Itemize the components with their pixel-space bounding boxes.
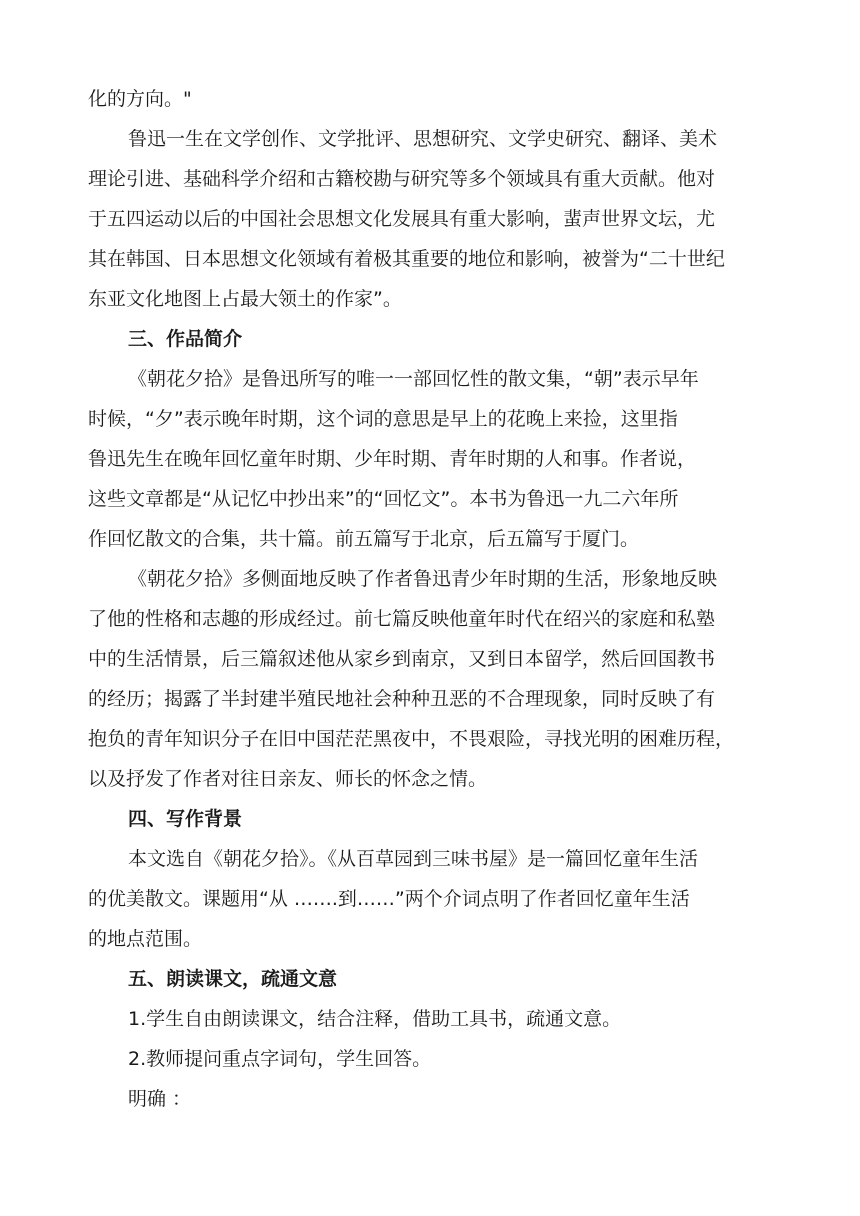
paragraph-2-line-1: 《朝花夕拾》是鲁迅所写的唯一一部回忆性的散文集，“朝”表示早年 [128, 368, 699, 390]
section-heading-writing-background: 四、写作背景 [128, 808, 243, 830]
section-heading-works-intro: 三、作品简介 [128, 328, 243, 350]
paragraph-2-line-4: 这些文章都是“从记忆中抄出来”的“回忆文”。本书为鲁迅一九二六年所 [88, 488, 679, 510]
paragraph-3-line-2: 了他的性格和志趣的形成经过。前七篇反映他童年时代在绍兴的家庭和私塾 [88, 608, 716, 630]
paragraph-4-line-1: 本文选自《朝花夕拾》。《从百草园到三味书屋》是一篇回忆童年生活 [128, 848, 699, 870]
paragraph-4-line-2: 的优美散文。课题用“从 …….到……”两个介词点明了作者回忆童年生活 [88, 888, 690, 910]
text-line-1: 化的方向。" [88, 88, 192, 110]
paragraph-1-line-3: 于五四运动以后的中国社会思想文化发展具有重大影响，蜚声世界文坛，尤 [88, 208, 716, 230]
paragraph-3-line-4: 的经历；揭露了半封建半殖民地社会种种丑恶的不合理现象，同时反映了有 [88, 688, 716, 710]
paragraph-2-line-5: 作回忆散文的合集，共十篇。前五篇写于北京，后五篇写于厦门。 [88, 528, 640, 550]
paragraph-3-line-3: 中的生活情景，后三篇叙述他从家乡到南京，又到日本留学，然后回国教书 [88, 648, 716, 670]
list-item-1: 1.学生自由朗读课文，结合注释，借助工具书，疏通文意。 [128, 1008, 622, 1030]
list-item-2: 2.教师提问重点字词句，学生回答。 [128, 1048, 432, 1070]
paragraph-1-line-5: 东亚文化地图上占最大领土的作家”。 [88, 288, 402, 310]
paragraph-3-line-5: 抱负的青年知识分子在旧中国茫茫黑夜中，不畏艰险，寻找光明的困难历程， [88, 728, 735, 750]
section-heading-reading: 五、朗读课文，疏通文意 [128, 968, 338, 990]
paragraph-1-line-4: 其在韩国、日本思想文化领域有着极其重要的地位和影响，被誉为“二十世纪 [88, 248, 725, 270]
paragraph-3-line-6: 以及抒发了作者对往日亲友、师长的怀念之情。 [88, 768, 488, 790]
paragraph-4-line-3: 的地点范围。 [88, 928, 203, 950]
paragraph-2-line-2: 时候，“夕”表示晚年时期，这个词的意思是早上的花晚上来捡，这里指 [88, 408, 678, 430]
paragraph-3-line-1: 《朝花夕拾》多侧面地反映了作者鲁迅青少年时期的生活，形象地反映 [128, 568, 718, 590]
paragraph-1-line-1: 鲁迅一生在文学创作、文学批评、思想研究、文学史研究、翻译、美术 [128, 128, 718, 150]
paragraph-1-line-2: 理论引进、基础科学介绍和古籍校勘与研究等多个领域具有重大贡献。他对 [88, 168, 716, 190]
paragraph-2-line-3: 鲁迅先生在晚年回忆童年时期、少年时期、青年时期的人和事。作者说， [88, 448, 697, 470]
clarification-label: 明确 ： [128, 1088, 192, 1110]
